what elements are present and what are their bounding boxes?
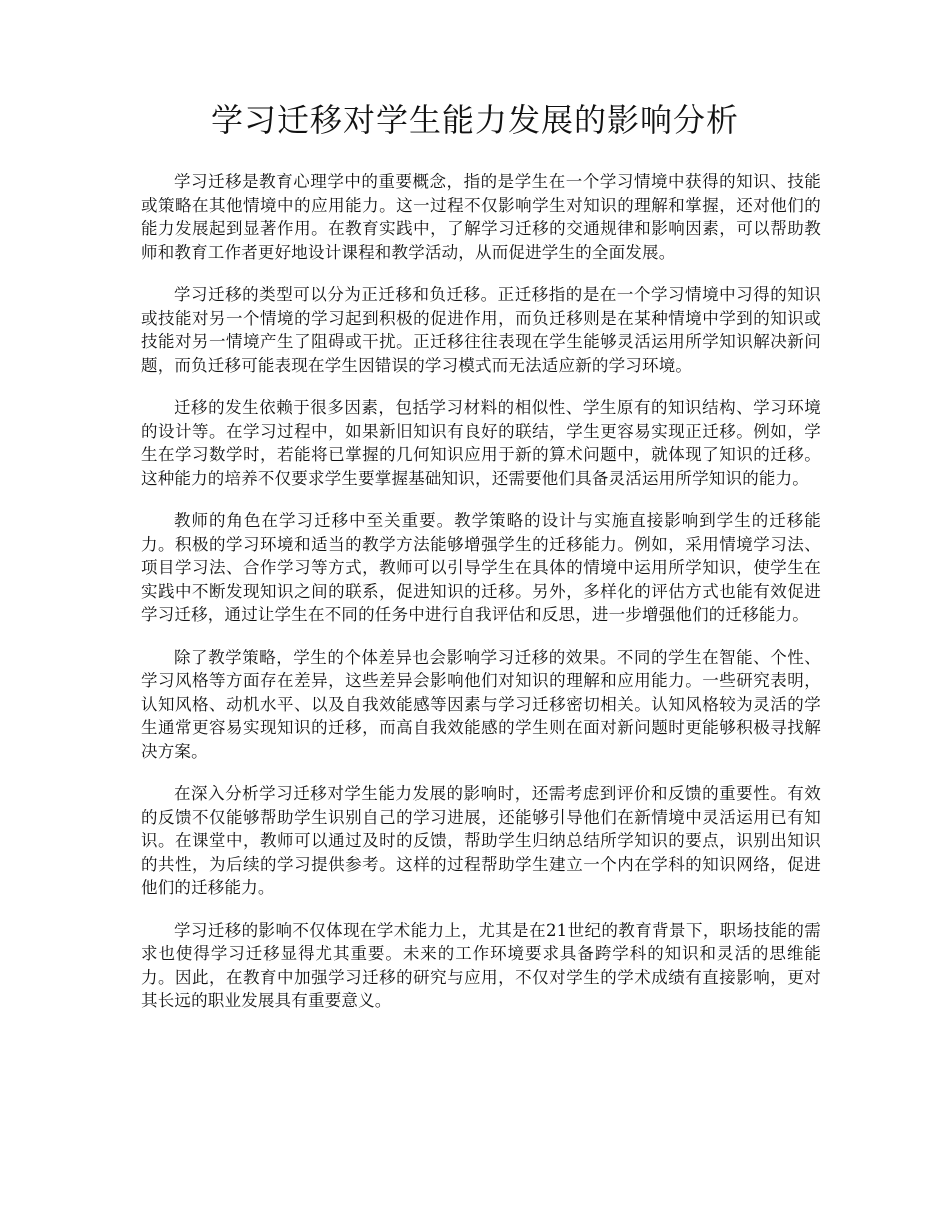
paragraph-1: 学习迁移是教育心理学中的重要概念，指的是学生在一个学习情境中获得的知识、技能或策略在其他情境中的应用能力。这一过程不仅影响学生对知识的理解和掌握，还对他们的能力发展起到显著作用。在教育实践中，了解学习迁移的交通规律和影响因素，可以帮助教师和教育工作者更好地设计课程和教学活动，从而促进学生的全面发展。	[141, 172, 821, 262]
document-title: 学习迁移对学生能力发展的影响分析	[210, 101, 739, 139]
paragraph-6: 在深入分析学习迁移对学生能力发展的影响时，还需考虑到评价和反馈的重要性。有效的反馈不仅能够帮助学生识别自己的学习进展，还能够引导他们在新情境中灵活运用已有知识。在课堂中，教师可以通过及时的反馈，帮助学生归纳总结所学知识的要点，识别出知识的共性，为后续的学习提供参考。这样的过程帮助学生建立一个内在学科的知识网络，促进他们的迁移能力。	[141, 784, 821, 897]
paragraph-3: 迁移的发生依赖于很多因素，包括学习材料的相似性、学生原有的知识结构、学习环境的设计等。在学习过程中，如果新旧知识有良好的联结，学生更容易实现正迁移。例如，学生在学习数学时，若能将已掌握的几何知识应用于新的算术问题中，就体现了知识的迁移。这种能力的培养不仅要求学生要掌握基础知识，还需要他们具备灵活运用所学知识的能力。	[141, 398, 821, 488]
paragraph-4: 教师的角色在学习迁移中至关重要。教学策略的设计与实施直接影响到学生的迁移能力。积极的学习环境和适当的教学方法能够增强学生的迁移能力。例如，采用情境学习法、项目学习法、合作学习等方式，教师可以引导学生在具体的情境中运用所学知识，使学生在实践中不断发现知识之间的联系，促进知识的迁移。另外，多样化的评估方式也能有效促进学习迁移，通过让学生在不同的任务中进行自我评估和反思，进一步增强他们的迁移能力。	[141, 511, 821, 624]
paragraph-2: 学习迁移的类型可以分为正迁移和负迁移。正迁移指的是在一个学习情境中习得的知识或技能对另一个情境的学习起到积极的促进作用，而负迁移则是在某种情境中学到的知识或技能对另一情境产生了阻碍或干扰。正迁移往往表现在学生能够灵活运用所学知识解决新问题，而负迁移可能表现在学生因错误的学习模式而无法适应新的学习环境。	[141, 285, 821, 375]
document-body	[141, 170, 821, 1032]
paragraph-7: 学习迁移的影响不仅体现在学术能力上，尤其是在21世纪的教育背景下，职场技能的需求也使得学习迁移显得尤其重要。未来的工作环境要求具备跨学科的知识和灵活的思维能力。因此，在教育中加强学习迁移的研究与应用，不仅对学生的学术成绩有直接影响，更对其长远的职业发展具有重要意义。	[141, 920, 821, 1010]
paragraph-5: 除了教学策略，学生的个体差异也会影响学习迁移的效果。不同的学生在智能、个性、学习风格等方面存在差异，这些差异会影响他们对知识的理解和应用能力。一些研究表明，认知风格、动机水平、以及自我效能感等因素与学习迁移密切相关。认知风格较为灵活的学生通常更容易实现知识的迁移，而高自我效能感的学生则在面对新问题时更能够积极寻找解决方案。	[141, 647, 821, 761]
